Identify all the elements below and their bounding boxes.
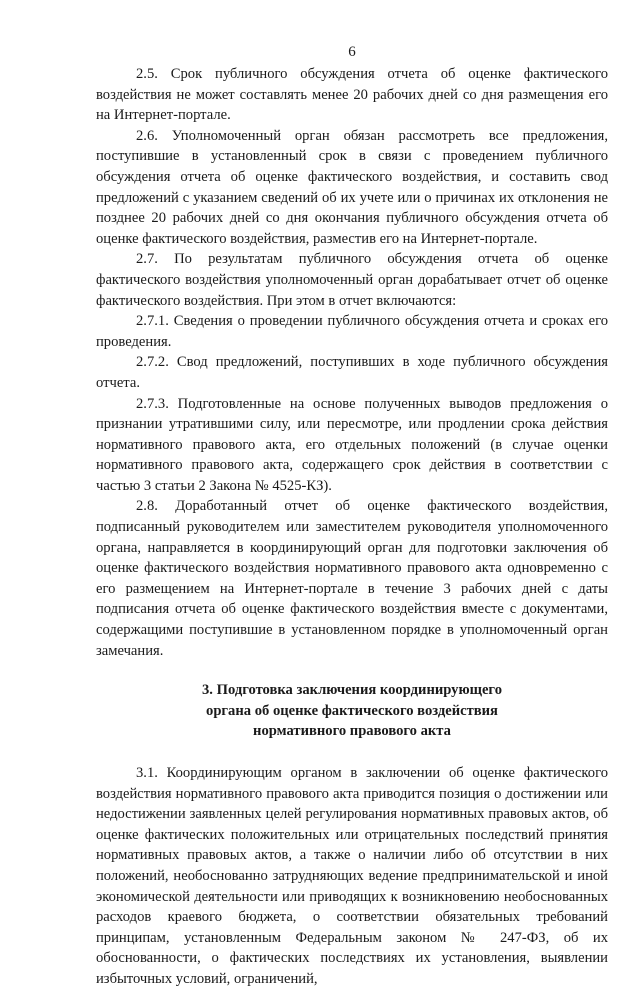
paragraph-2-7-1: 2.7.1. Сведения о проведении публичного обсуждения отчета и сроках его проведения. — [96, 313, 608, 350]
paragraph-3-1: 3.1. Координирующим органом в заключении об оценке фактического воздействия нормативного правового акта приводится позиция о достижении или недостижении заявленных целей регулирования нормативных правовых актов, об оценке фактических положительных или отрицательных последствий принятия нормативных правовых актов, а также о наличии либо об отсутствии в них положений, необоснованно затрудняющих ведение предпринимательской и иной экономической деятельности или приводящих к возникновению необоснованных расходов краевого бюджета, о соответствии обязательных требований принципам, установленным Федеральным законом № 247-ФЗ, об их обоснованности, о фактических последствиях их установления, выявлении избыточных условий, ограничений, — [96, 765, 608, 987]
page-number: 6 — [348, 44, 356, 60]
section-heading — [96, 680, 608, 742]
paragraph-2-6: 2.6. Уполномоченный орган обязан рассмотреть все предложения, поступившие в установленный срок в связи с проведением публичного обсуждения отчета об оценке фактического воздействия, и составить свод предложений с указанием сведений об их учете или о причинах их отклонения не позднее 20 рабочих дней со дня окончания публичного обсуждения отчета об оценке фактического воздействия, разместив его на Интернет-портале. — [96, 127, 608, 247]
section-heading-line-3: нормативного правового акта — [253, 723, 451, 740]
section-heading-line-2: органа об оценке фактического воздействия — [206, 702, 498, 719]
document-page — [96, 42, 608, 990]
paragraph-2-5: 2.5. Срок публичного обсуждения отчета об оценке фактического воздействия не может составлять менее 20 рабочих дней со дня размещения его на Интернет-портале. — [96, 66, 608, 124]
paragraph-2-7-2: 2.7.2. Свод предложений, поступивших в ходе публичного обсуждения отчета. — [96, 354, 608, 391]
paragraph-2-7-3: 2.7.3. Подготовленные на основе полученных выводов предложения о признании утратившими силу, или пересмотре, или продлении срока действия нормативного правового акта, его отдельных положений (в случае оценки нормативного правового акта, содержащего срок действия в соответствии с частью 3 статьи 2 Закона № 4525-КЗ). — [96, 395, 608, 494]
paragraph-2-7: 2.7. По результатам публичного обсуждения отчета об оценке фактического воздействия уполномоченный орган дорабатывает отчет об оценке фактического воздействия. При этом в отчет включаются: — [96, 251, 608, 309]
paragraph-2-8: 2.8. Доработанный отчет об оценке фактического воздействия, подписанный руководителем или заместителем руководителя уполномоченного органа, направляется в координирующий орган для подготовки заключения об оценке фактического воздействия нормативного правового акта одновременно с его размещением на Интернет-портале в течение 3 рабочих дней с даты подписания отчета об оценке фактического воздействия вместе с документами, содержащими поступившие в установленном порядке в уполномоченный орган замечания. — [96, 498, 608, 659]
section-heading-line-1: 3. Подготовка заключения координирующего — [202, 682, 502, 699]
